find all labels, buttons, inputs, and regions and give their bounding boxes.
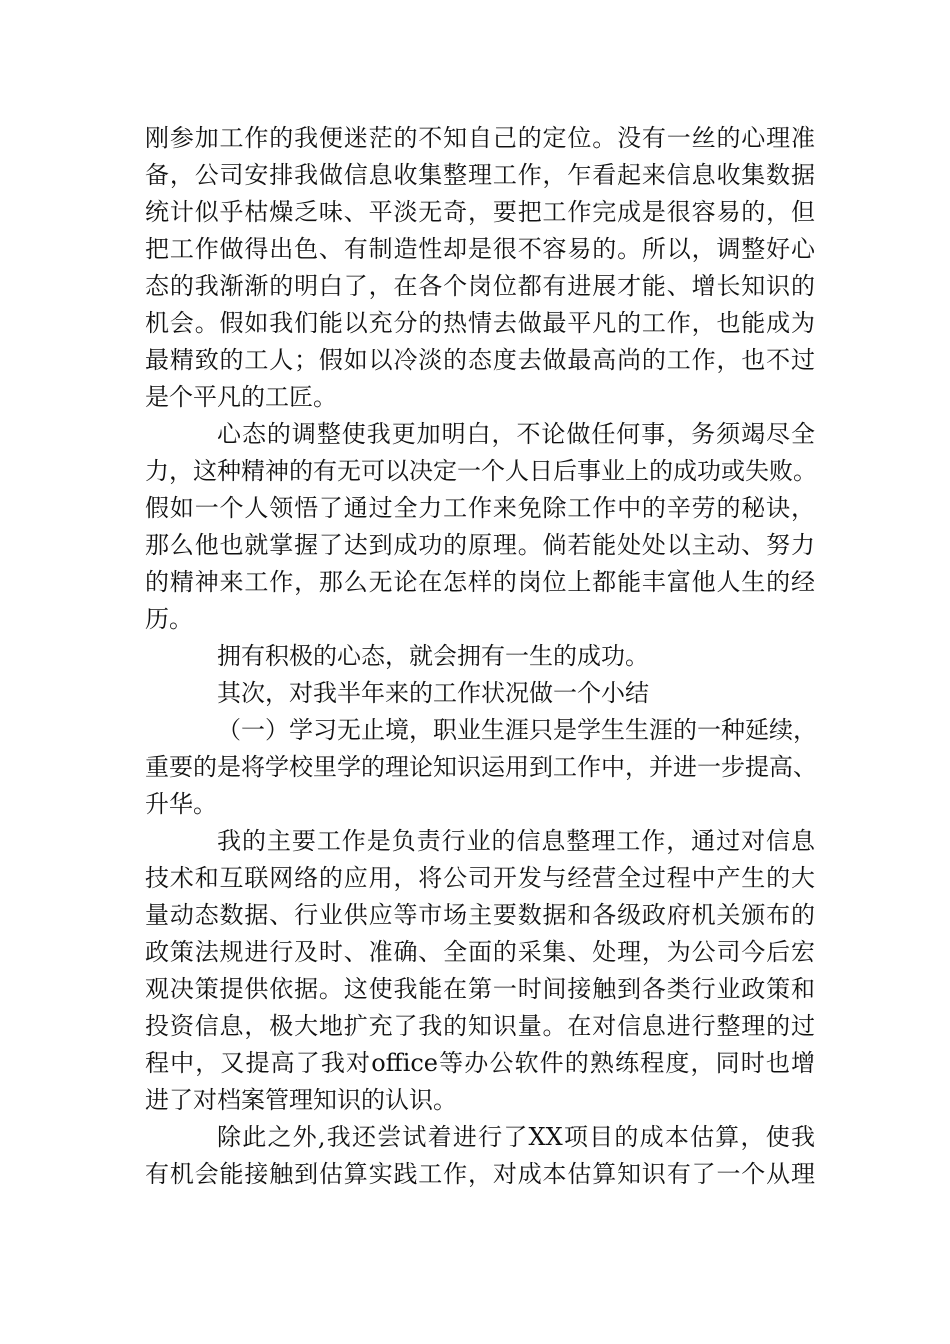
- text-line: 重要的是将学校里学的理论知识运用到工作中，并进一步提高、: [145, 753, 817, 781]
- text-line: 力，这种精神的有无可以决定一个人日后事业上的成功或失败。: [145, 457, 817, 485]
- text-line: 投资信息，极大地扩充了我的知识量。在对信息进行整理的过: [145, 1012, 815, 1040]
- text-line: 把工作做得出色、有制造性却是很不容易的。所以，调整好心: [145, 235, 815, 263]
- text-line: 进了对档案管理知识的认识。: [145, 1086, 457, 1114]
- text-line: （一）学习无止境，职业生涯只是学生生涯的一种延续，: [217, 716, 817, 744]
- text-line: 观决策提供依据。这使我能在第一时间接触到各类行业政策和: [145, 975, 815, 1003]
- text-line: 政策法规进行及时、准确、全面的采集、处理，为公司今后宏: [145, 938, 815, 966]
- text-line: 拥有积极的心态，就会拥有一生的成功。: [217, 642, 649, 670]
- text-line: 量动态数据、行业供应等市场主要数据和各级政府机关颁布的: [145, 901, 815, 929]
- text-line: 的精神来工作，那么无论在怎样的岗位上都能丰富他人生的经: [145, 568, 815, 596]
- text-line: 除此之外,我还尝试着进行了XX项目的成本估算，使我: [217, 1123, 815, 1151]
- text-line: 态的我渐渐的明白了，在各个岗位都有进展才能、增长知识的: [145, 272, 815, 300]
- text-line: 那么他也就掌握了达到成功的原理。倘若能处处以主动、努力: [145, 531, 815, 559]
- text-line: 机会。假如我们能以充分的热情去做最平凡的工作，也能成为: [145, 309, 815, 337]
- text-line: 备，公司安排我做信息收集整理工作，乍看起来信息收集数据: [145, 161, 815, 189]
- document-body: [145, 120, 815, 1193]
- text-line: 心态的调整使我更加明白，不论做任何事，务须竭尽全: [217, 420, 815, 448]
- text-line: 升华。: [145, 790, 217, 818]
- text-line: 统计似乎枯燥乏味、平淡无奇，要把工作完成是很容易的，但: [145, 198, 815, 226]
- text-line: 我的主要工作是负责行业的信息整理工作，通过对信息: [217, 827, 815, 855]
- text-line: 有机会能接触到估算实践工作，对成本估算知识有了一个从理: [145, 1160, 815, 1188]
- text-line: 技术和互联网络的应用，将公司开发与经营全过程中产生的大: [145, 864, 815, 892]
- text-line: 是个平凡的工匠。: [145, 383, 337, 411]
- text-line: 假如一个人领悟了通过全力工作来免除工作中的辛劳的秘诀，: [145, 494, 815, 522]
- text-line: 历。: [145, 605, 193, 633]
- text-line: 程中，又提高了我对office等办公软件的熟练程度，同时也增: [145, 1049, 815, 1077]
- text-line: 最精致的工人；假如以冷淡的态度去做最高尚的工作，也不过: [145, 346, 815, 374]
- text-line: 其次，对我半年来的工作状况做一个小结: [217, 679, 649, 707]
- text-line: 刚参加工作的我便迷茫的不知自己的定位。没有一丝的心理准: [145, 124, 815, 152]
